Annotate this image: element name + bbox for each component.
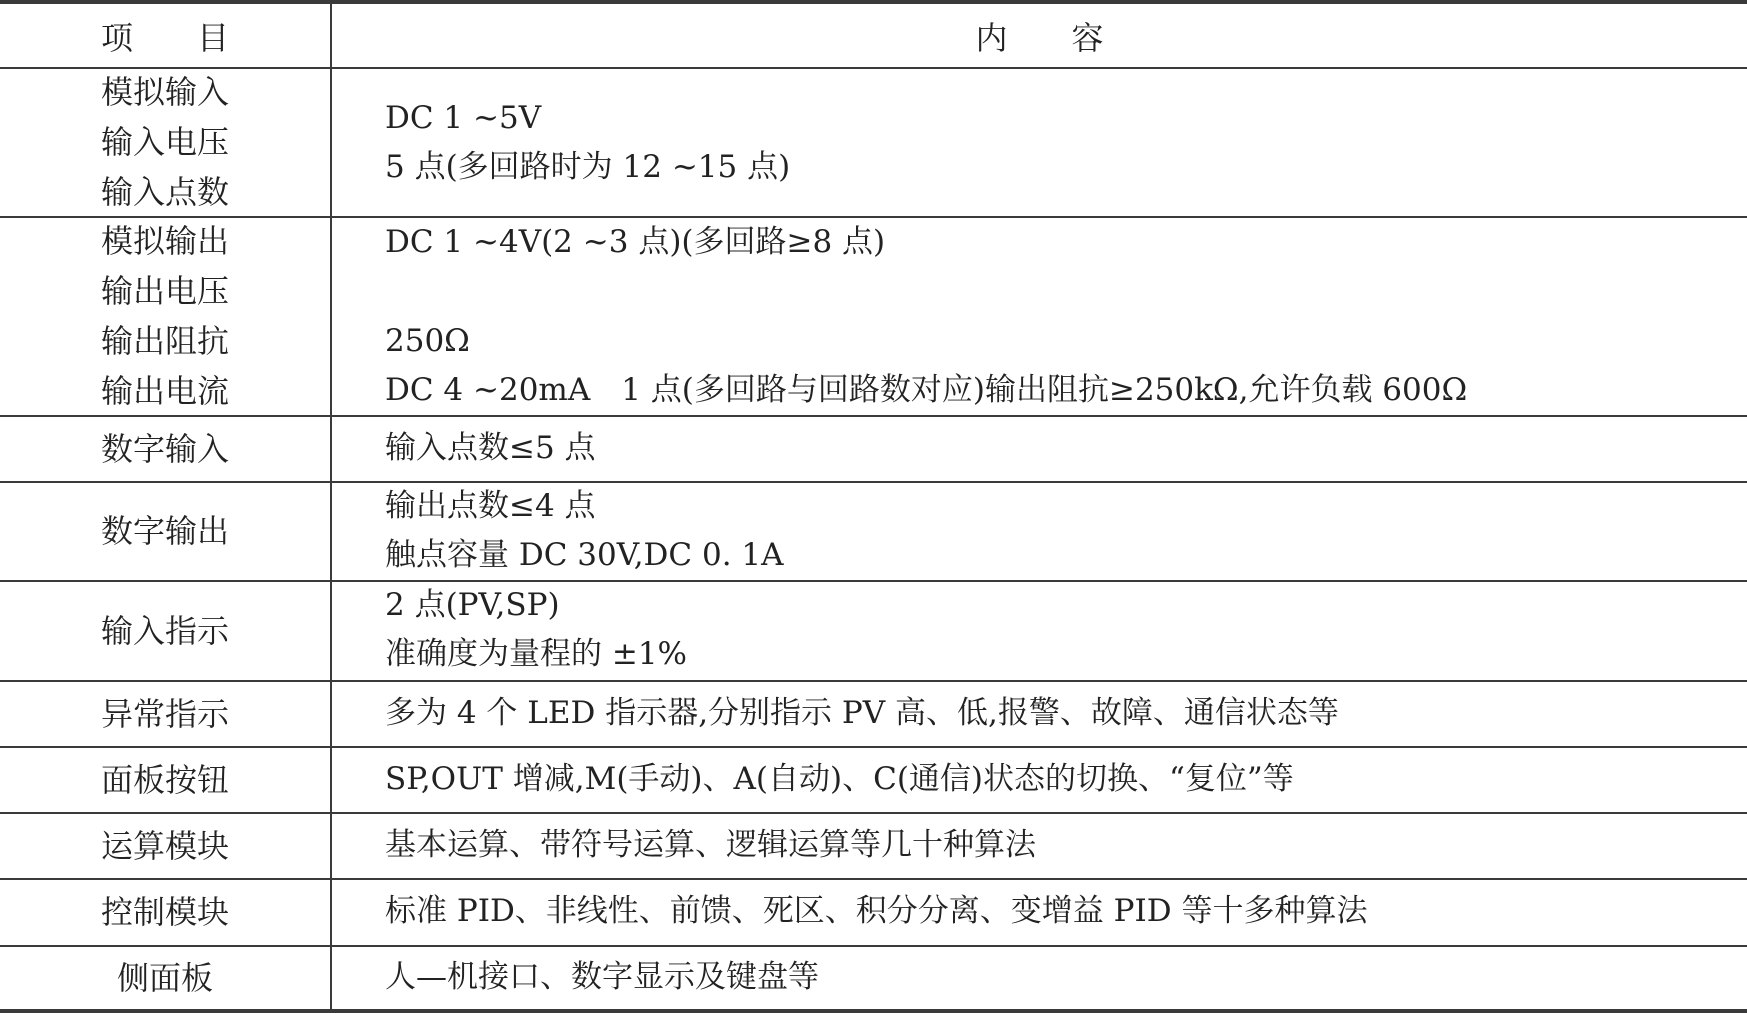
row-content-line: DC 1 ~4V(2 ~3 点)(多回路≥8 点): [385, 224, 886, 260]
row-label: 侧面板: [116, 958, 213, 997]
row-label: 输出电压: [100, 272, 229, 310]
row-label-cell: [0, 68, 330, 216]
header-item-cell: [0, 4, 330, 67]
row-label-cell: [0, 946, 330, 1009]
table-bottom-rule: [0, 1009, 1747, 1013]
row-content-line: 250Ω: [385, 323, 470, 359]
row-content-line: DC 4 ~20mA 1 点(多回路与回路数对应)输出阻抗≥250kΩ,允许负载 600Ω: [385, 372, 1468, 408]
row-label: 输入指示: [100, 611, 229, 650]
row-content-line: 基本运算、带符号运算、逻辑运算等几十种算法: [385, 827, 1036, 863]
row-content-line: 人—机接口、数字显示及键盘等: [385, 959, 819, 995]
row-label: 运算模块: [100, 826, 229, 865]
row-label-cell: [0, 879, 330, 945]
row-content-line: 5 点(多回路时为 12 ~15 点): [385, 149, 791, 185]
row-content-line: 多为 4 个 LED 指示器,分别指示 PV 高、低,报警、故障、通信状态等: [385, 695, 1339, 731]
row-label: 输出阻抗: [100, 322, 229, 360]
row-content-line: DC 1 ~5V: [385, 100, 542, 136]
header-item: 项 目: [100, 18, 229, 57]
row-label: 面板按钮: [100, 760, 229, 799]
row-label: 数字输入: [100, 429, 229, 468]
row-label: 模拟输入: [100, 73, 229, 111]
row-label-cell: [0, 416, 330, 481]
row-label: 模拟输出: [100, 222, 229, 260]
row-content-line: 2 点(PV,SP): [385, 587, 560, 623]
row-content-line: 准确度为量程的 ±1%: [385, 636, 688, 672]
row-content-line: 输入点数≤5 点: [385, 430, 596, 466]
row-label: 控制模块: [100, 893, 229, 931]
row-label-cell: [0, 681, 330, 746]
row-label-cell: [0, 581, 330, 680]
row-label: 输入电压: [100, 123, 229, 161]
row-label: 异常指示: [100, 694, 229, 733]
row-label-cell: [0, 747, 330, 812]
column-divider: [330, 4, 332, 1013]
row-content-line: 输出点数≤4 点: [385, 488, 596, 524]
row-content-line: 触点容量 DC 30V,DC 0. 1A: [385, 537, 784, 573]
row-label-cell: [0, 813, 330, 878]
header-content-cell: [332, 4, 1747, 67]
row-label: 输出电流: [100, 372, 229, 410]
row-content-line: SP,OUT 增减,M(手动)、A(自动)、C(通信)状态的切换、“复位”等: [385, 761, 1294, 797]
header-content: 内 容: [975, 18, 1104, 57]
row-content-line: 标准 PID、非线性、前馈、死区、积分分离、变增益 PID 等十多种算法: [385, 893, 1368, 929]
row-label-cell: [0, 217, 330, 415]
row-label-cell: [0, 482, 330, 580]
row-label: 数字输出: [100, 512, 229, 550]
row-label: 输入点数: [100, 173, 229, 211]
